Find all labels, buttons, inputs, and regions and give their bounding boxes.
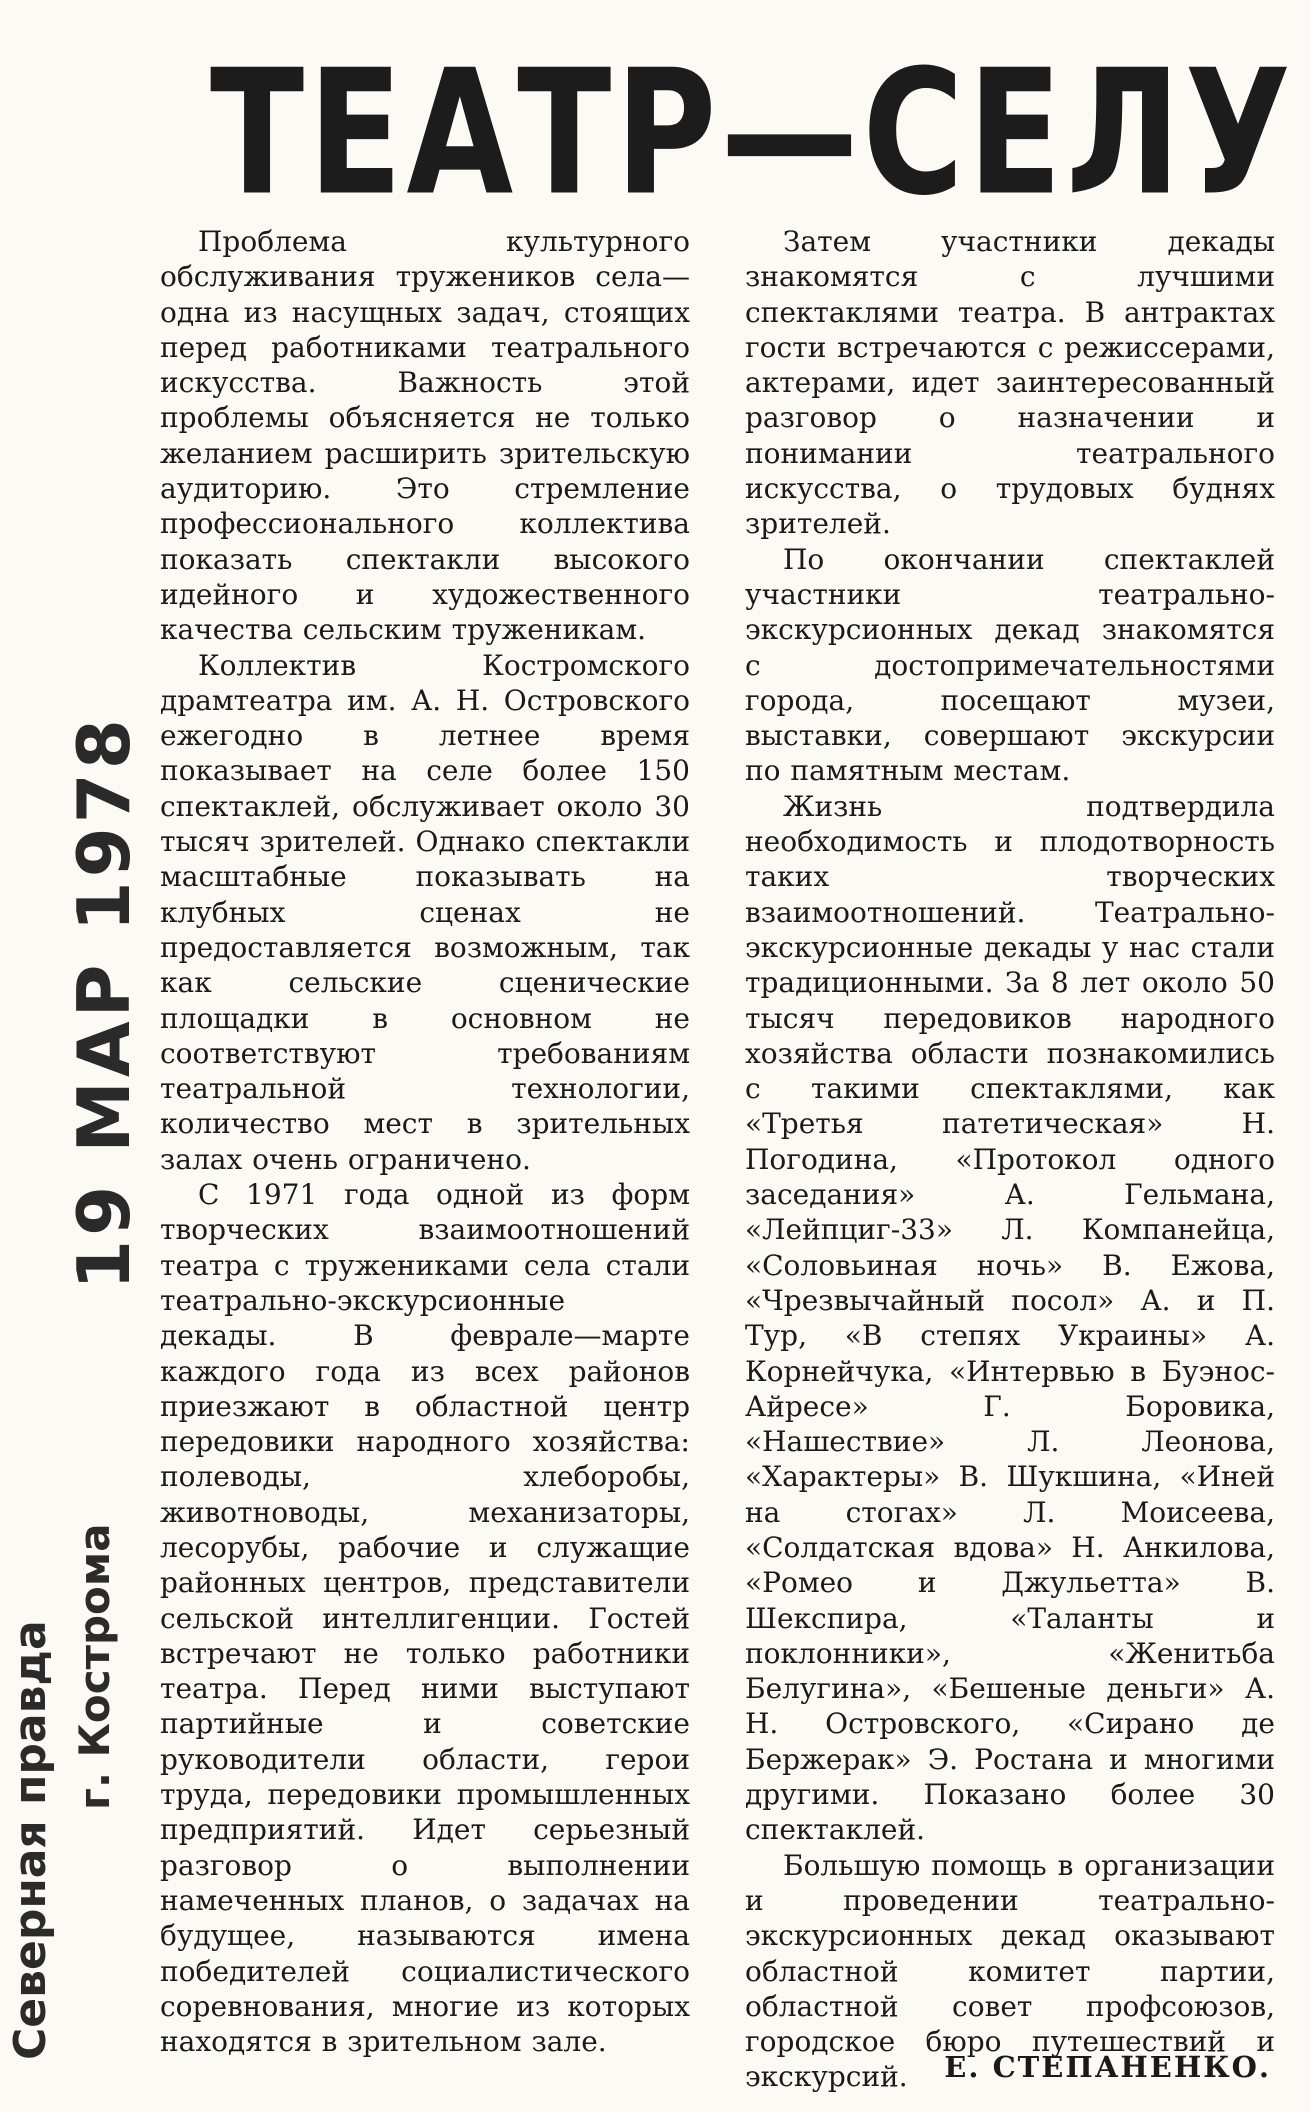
paragraph: Жизнь подтвердила необходимость и плодотворность таких творческих взаимоотношений. Театрально-экскурсионные декады у нас стали традиционными. За 8 лет около 50 тысяч передовиков народного хозяйства области познакомились с такими спектаклями, как «Третья патетическая» Н. Погодина, «Протокол одного заседания» А. Гельмана, «Лейпциг-33» Л. Компанейца, «Соловьиная ночь» В. Ежова, «Чрезвычайный посол» А. и П. Тур, «В степях Украины» А. Корнейчука, «Интервью в Буэнос-Айресе» Г. Боровика, «Нашествие» Л. Леонова, «Характеры» В. Шукшина, «Иней на стогах» Л. Моисеева, «Солдатская вдова» Н. Анкилова, «Ромео и Джульетта» В. Шекспира, «Таланты и поклонники», «Женитьба Белугина», «Бешеные деньги» А. Н. Островского, «Сирано де Бержерак» Э. Ростана и многими другими. Показано более 30 спектаклей. [745,789,1275,1847]
paragraph: По окончании спектаклей участники театрально-экскурсионных декад знакомятся с достопримечательностями города, посещают музеи, выставки, совершают экскурсии по памятным местам. [745,542,1275,788]
article-column-left [160,224,690,2059]
city-stamp: г. Кострома [70,1523,119,1810]
newspaper-stamp: Северная правда [5,1620,56,2060]
date-stamp: 19 МАР 1978 [62,715,146,1290]
paragraph: С 1971 года одной из форм творческих взаимоотношений театра с тружениками села стали театрально-экскурсионные декады. В феврале—марте каждого года из всех районов приезжают в областной центр передовики народного хозяйства: полеводы, хлеборобы, животноводы, механизаторы, лесорубы, рабочие и служащие районных центров, представители сельской интеллигенции. Гостей встречают не только работники театра. Перед ними выступают партийные и советские руководители области, герои труда, передовики промышленных предприятий. Идет серьезный разговор о выполнении намеченных планов, о задачах на будущее, называются имена победителей социалистического соревнования, многие из которых находятся в зрительном зале. [160,1178,690,2059]
headline: ТЕАТР—СЕЛУ [210,32,1296,234]
paragraph: Большую помощь в организации и проведении театрально-экскурсионных декад оказывают областной комитет партии, областной совет профсоюзов, городское бюро путешествий и экскурсий. [745,1848,1275,2094]
article-column-right [745,224,1275,2095]
author-signature: Е. СТЕПАНЕНКО. [944,2050,1271,2084]
paragraph: Коллектив Костромского драмтеатра им. А. Н. Островского ежегодно в летнее время показывает на селе более 150 спектаклей, обслуживает около 30 тысяч зрителей. Однако спектакли масштабные показывать на клубных сценах не предоставляется возможным, так как сельские сценические площадки в основном не соответствуют требованиям театральной технологии, количество мест в зрительных залах очень ограничено. [160,648,690,1176]
paragraph: Проблема культурного обслуживания тружеников села— одна из насущных задач, стоящих перед работниками театрального искусства. Важность этой проблемы объясняется не только желанием расширить зрительскую аудиторию. Это стремление профессионального коллектива показать спектакли высокого идейного и художественного качества сельским труженикам. [160,225,690,647]
paragraph: Затем участники декады знакомятся с лучшими спектаклями театра. В антрактах гости встречаются с режиссерами, актерами, идет заинтересованный разговор о назначении и понимании театрального искусства, о трудовых буднях зрителей. [745,225,1275,541]
